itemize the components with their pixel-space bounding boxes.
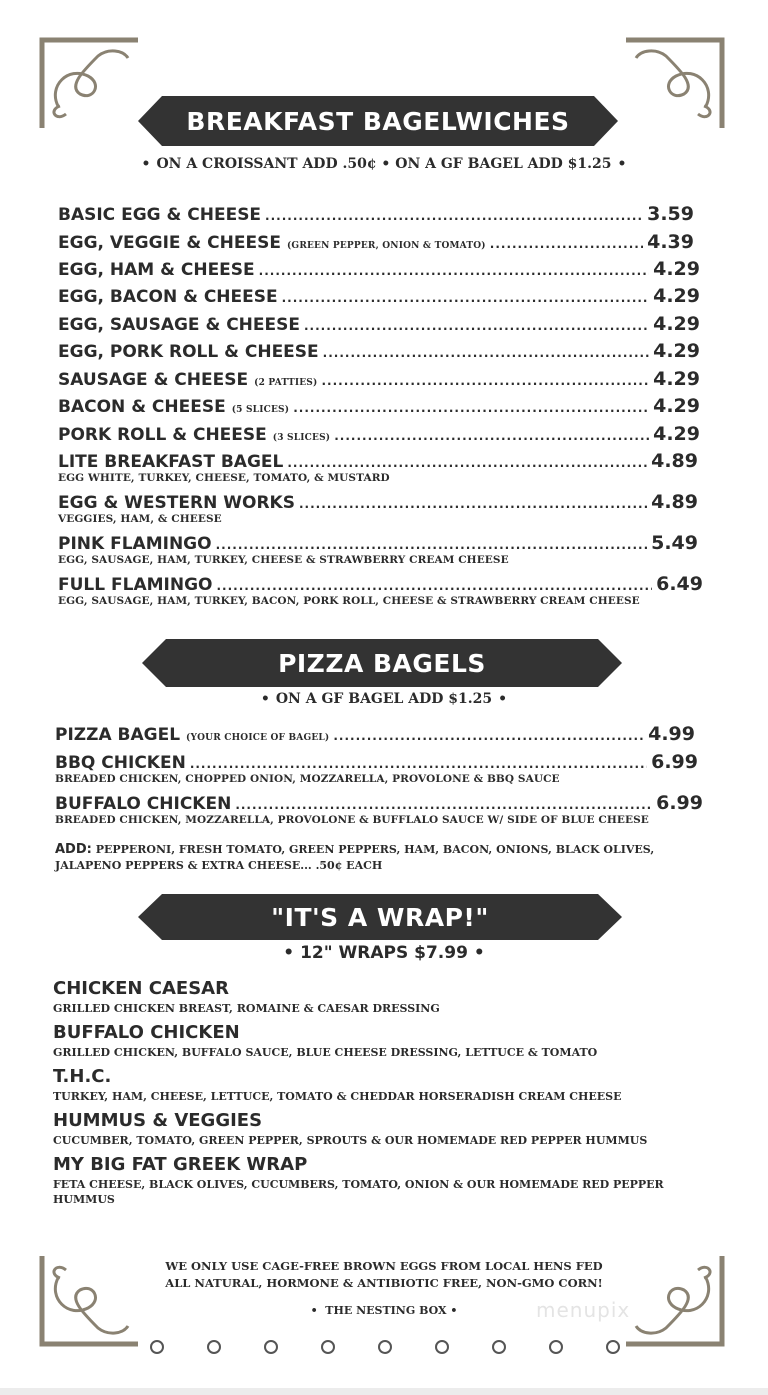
item-name: PINK FLAMINGO [58, 534, 212, 554]
item-name: BACON & CHEESE [58, 397, 226, 417]
item-note: (GREEN PEPPER, ONION & TOMATO) [286, 241, 486, 251]
dot-leader [321, 374, 649, 388]
menu-item [55, 723, 695, 745]
dot-leader [333, 729, 644, 743]
menu-item [58, 258, 700, 280]
item-price: 6.49 [656, 573, 703, 595]
menu-item [58, 491, 698, 513]
item-price: 5.49 [651, 532, 698, 554]
dot-leader [293, 401, 649, 415]
dot-leader [282, 291, 649, 305]
pizza-addons [55, 842, 715, 874]
item-price: 6.99 [651, 751, 698, 773]
pizza-note-text: ON A GF BAGEL ADD $1.25 [275, 691, 493, 707]
dot-leader [235, 798, 652, 812]
item-price: 4.89 [651, 491, 698, 513]
pizza-banner [142, 639, 622, 687]
menu-item [55, 792, 703, 814]
item-price: 4.99 [648, 723, 695, 745]
brand-name: THE NESTING BOX [325, 1304, 447, 1317]
item-price: 6.99 [656, 792, 703, 814]
wrap-description: TURKEY, HAM, CHEESE, LETTUCE, TOMATO & CHEDDAR HORSERADISH CREAM CHEESE [53, 1090, 622, 1103]
dot-leader [299, 497, 647, 511]
pizza-note: • ON A GF BAGEL ADD $1.25 • [260, 691, 508, 707]
dot-leader [265, 209, 643, 223]
wraps-note: • 12" WRAPS $7.99 • [283, 943, 485, 963]
item-name: EGG, PORK ROLL & CHEESE [58, 342, 319, 362]
menu-item [58, 231, 694, 253]
item-description: BREADED CHICKEN, MOZZARELLA, PROVOLONE & BUFFLALO SAUCE W/ SIDE OF BLUE CHEESE [55, 814, 649, 826]
item-price: 4.29 [653, 285, 700, 307]
wrap-name: BUFFALO CHICKEN [53, 1022, 240, 1043]
item-note: (3 SLICES) [272, 433, 331, 443]
menu-item [58, 450, 698, 472]
menu-item [58, 340, 700, 362]
wrap-description: CUCUMBER, TOMATO, GREEN PEPPER, SPROUTS & OUR HOMEMADE RED PEPPER HUMMUS [53, 1134, 648, 1147]
item-price: 4.29 [653, 423, 700, 445]
pizza-title: PIZZA BAGELS [278, 648, 486, 678]
item-price: 3.59 [647, 203, 694, 225]
item-name: EGG, HAM & CHEESE [58, 260, 255, 280]
item-description: VEGGIES, HAM, & CHEESE [58, 513, 222, 525]
item-price: 4.29 [653, 368, 700, 390]
dot-leader [259, 264, 649, 278]
wrap-description: GRILLED CHICKEN, BUFFALO SAUCE, BLUE CHEESE DRESSING, LETTUCE & TOMATO [53, 1046, 598, 1059]
menu-item [58, 423, 700, 445]
breakfast-note-text: ON A CROISSANT ADD .50¢ • ON A GF BAGEL ADD $1.25 [156, 156, 612, 172]
item-price: 4.39 [647, 231, 694, 253]
decorative-circles [150, 1340, 620, 1356]
item-name: EGG & WESTERN WORKS [58, 493, 295, 513]
item-description: BREADED CHICKEN, CHOPPED ONION, MOZZARELLA, PROVOLONE & BBQ SAUCE [55, 773, 560, 785]
item-note: (5 SLICES) [231, 405, 290, 415]
addons-text: PEPPERONI, FRESH TOMATO, GREEN PEPPERS, HAM, BACON, ONIONS, BLACK OLIVES, JALAPENO PEPPERS & EXTRA CHEESE... .50¢ EACH [55, 843, 655, 872]
item-name: BBQ CHICKEN [55, 753, 186, 773]
wraps-note-text: 12" WRAPS $7.99 [300, 943, 468, 963]
corner-ornament-top-right [622, 36, 726, 132]
footer-brand: • THE NESTING BOX • [310, 1304, 458, 1317]
item-price: 4.29 [653, 395, 700, 417]
item-name: LITE BREAKFAST BAGEL [58, 452, 284, 472]
item-description: EGG, SAUSAGE, HAM, TURKEY, CHEESE & STRAWBERRY CREAM CHEESE [58, 554, 509, 566]
item-price: 4.29 [653, 313, 700, 335]
footer-line-1: WE ONLY USE CAGE-FREE BROWN EGGS FROM LOCAL HENS FED [165, 1259, 603, 1273]
item-note: (2 PATTIES) [254, 378, 318, 388]
item-name: PIZZA BAGEL [55, 725, 181, 745]
watermark: menupix [536, 1298, 631, 1322]
wrap-name: HUMMUS & VEGGIES [53, 1110, 263, 1131]
dot-leader [190, 757, 647, 771]
footer-note [0, 1258, 768, 1292]
menu-item [58, 368, 700, 390]
item-name: PORK ROLL & CHEESE [58, 425, 267, 445]
menu-item [58, 532, 698, 554]
item-price: 4.29 [653, 258, 700, 280]
item-note: (YOUR CHOICE OF BAGEL) [186, 733, 330, 743]
breakfast-title: BREAKFAST BAGELWICHES [186, 106, 570, 136]
dot-leader [216, 538, 648, 552]
item-name: EGG, BACON & CHEESE [58, 287, 278, 307]
dot-leader [287, 456, 647, 470]
dot-leader [323, 346, 649, 360]
item-description: EGG WHITE, TURKEY, CHEESE, TOMATO, & MUSTARD [58, 472, 390, 484]
item-name: BUFFALO CHICKEN [55, 794, 232, 814]
item-name: FULL FLAMINGO [58, 575, 213, 595]
menu-item [58, 395, 700, 417]
corner-ornament-top-left [38, 36, 142, 132]
wraps-banner [138, 894, 622, 940]
menu-item [58, 573, 703, 595]
dot-leader [304, 319, 649, 333]
item-name: SAUSAGE & CHEESE [58, 370, 249, 390]
wrap-description: GRILLED CHICKEN BREAST, ROMAINE & CAESAR DRESSING [53, 1002, 440, 1015]
item-name: EGG, SAUSAGE & CHEESE [58, 315, 300, 335]
wrap-name: T.H.C. [53, 1066, 112, 1087]
breakfast-note: • ON A CROISSANT ADD .50¢ • ON A GF BAGEL ADD $1.25 • [141, 156, 627, 172]
breakfast-banner [138, 96, 618, 146]
item-price: 4.29 [653, 340, 700, 362]
dot-leader [490, 237, 643, 251]
menu-item [58, 313, 700, 335]
dot-leader [216, 579, 652, 593]
wrap-name: MY BIG FAT GREEK WRAP [53, 1154, 308, 1175]
wrap-name: CHICKEN CAESAR [53, 978, 229, 999]
item-name: EGG, VEGGIE & CHEESE [58, 233, 281, 253]
wraps-title: "IT'S A WRAP!" [271, 902, 489, 932]
menu-item [58, 285, 700, 307]
bottom-edge [0, 1388, 768, 1395]
menu-item [55, 751, 698, 773]
footer-line-2: ALL NATURAL, HORMONE & ANTIBIOTIC FREE, NON-GMO CORN! [165, 1276, 603, 1290]
wrap-description: FETA CHEESE, BLACK OLIVES, CUCUMBERS, TOMATO, ONION & OUR HOMEMADE RED PEPPER HUMMUS [53, 1178, 664, 1206]
item-price: 4.89 [651, 450, 698, 472]
item-description: EGG, SAUSAGE, HAM, TURKEY, BACON, PORK ROLL, CHEESE & STRAWBERRY CREAM CHEESE [58, 595, 640, 607]
dot-leader [334, 429, 649, 443]
addons-label: ADD: [55, 842, 92, 857]
menu-item [58, 203, 694, 225]
item-name: BASIC EGG & CHEESE [58, 205, 262, 225]
